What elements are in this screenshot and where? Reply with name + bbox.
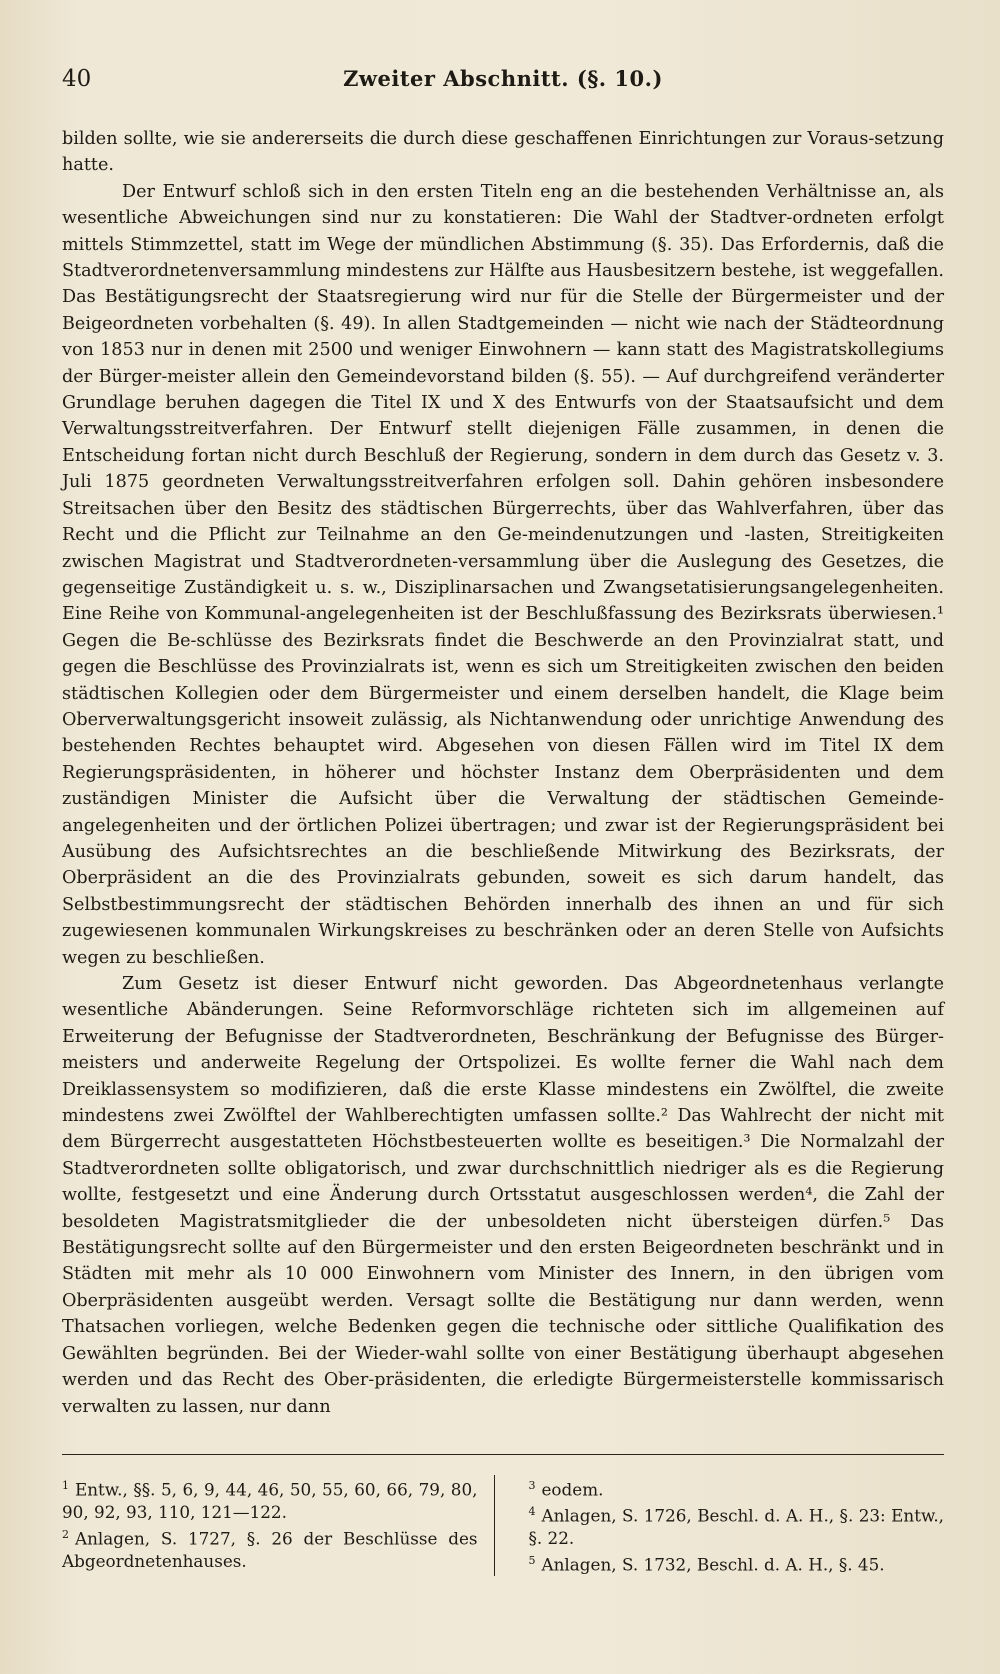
footnote-text: Anlagen, S. 1732, Beschl. d. A. H., §. 45. — [541, 1554, 885, 1575]
footnotes — [62, 1475, 944, 1576]
footnote-text: Anlagen, S. 1726, Beschl. d. A. H., §. 23: Entw., §. 22. — [528, 1505, 944, 1549]
footnote-mark: 1 — [62, 1478, 69, 1492]
footnote-mark: 2 — [62, 1527, 69, 1541]
paragraph-continuation: bilden sollte, wie sie andererseits die durch diese geschaffenen Einrichtungen zur Voraus-setzung hatte. — [62, 129, 944, 176]
footnote-rule — [62, 1454, 944, 1455]
footnote-mark: 5 — [528, 1553, 536, 1567]
footnotes-left-column — [62, 1475, 495, 1576]
footnote-text: Entw., §§. 5, 6, 9, 44, 46, 50, 55, 60, 66, 79, 80, 90, 92, 93, 110, 121—122. — [62, 1479, 478, 1522]
paragraph-draft-description: Der Entwurf schloß sich in den ersten Titeln eng an die bestehenden Verhältnisse an, als wesentliche Abweichungen sind nur zu konstatieren: Die Wahl der Stadtver-ordneten erfolgt mittels Stimmzettel, statt im Wege der mündlichen Abstimmung (§. 35). Das Erfordernis, daß die Stadtverordnetenversammlung mindestens zur Hälfte aus Hausbesitzern bestehe, ist weggefallen. Das Bestätigungsrecht der Staatsregierung wird nur für die Stelle der Bürgermeister und der Beigeordneten vorbehalten (§. 49). In allen Stadtgemeinden — nicht wie nach der Städteordnung von 1853 nur in denen mit 2500 und weniger Einwohnern — kann statt des Magistratskollegiums der Bürger-meister allein den Gemeindevorstand bilden (§. 55). — Auf durchgreifend veränderter Grundlage beruhen dagegen die Titel IX und X des Entwurfs von der Staatsaufsicht und dem Verwaltungsstreitverfahren. Der Entwurf stellt diejenigen Fälle zusammen, in denen die Entscheidung fortan nicht durch Beschluß der Regierung, sondern in dem durch das Gesetz v. 3. Juli 1875 geordneten Verwaltungsstreitverfahren erfolgen soll. Dahin gehören insbesondere Streitsachen über den Besitz des städtischen Bürgerrechts, über das Wahlverfahren, über das Recht und die Pflicht zur Teilnahme an den Ge-meindenutzungen und -lasten, Streitigkeiten zwischen Magistrat und Stadtverordneten-versammlung über die Auslegung des Gesetzes, die gegenseitige Zuständigkeit u. s. w., Disziplinarsachen und Zwangsetatisierungsangelegenheiten. Eine Reihe von Kommunal-angelegenheiten ist der Beschlußfassung des Bezirksrats überwiesen.¹ Gegen die Be-schlüsse des Bezirksrats findet die Beschwerde an den Provinzialrat statt, und gegen die Beschlüsse des Provinzialrats ist, wenn es sich um Streitigkeiten zwischen den beiden städtischen Kollegien oder dem Bürgermeister und einem derselben handelt, die Klage beim Oberverwaltungsgericht insoweit zulässig, als Nichtanwendung oder unrichtige Anwendung des bestehenden Rechtes behauptet wird. Abgesehen von diesen Fällen wird im Titel IX dem Regierungspräsidenten, in höherer und höchster Instanz dem Oberpräsidenten und dem zuständigen Minister die Aufsicht über die Verwaltung der städtischen Gemeinde-angelegenheiten und der örtlichen Polizei übertragen; und zwar ist der Regierungspräsident bei Ausübung des Aufsichtsrechtes an die beschließende Mitwirkung des Bezirksrats, der Oberpräsident an die des Provinzialrats gebunden, soweit es sich darum handelt, das Selbstbestimmungsrecht der städtischen Behörden innerhalb des ihnen an und für sich zugewiesenen kommunalen Wirkungskreises zu beschränken oder an deren Stelle von Aufsichts wegen zu beschließen. — [62, 181, 944, 968]
footnote-text: Anlagen, S. 1727, §. 26 der Beschlüsse des Abgeordnetenhauses. — [62, 1528, 478, 1571]
footnote-5 — [529, 1550, 945, 1576]
footnote-2 — [62, 1524, 478, 1573]
footnote-4 — [529, 1501, 945, 1550]
footnotes-right-column — [495, 1475, 945, 1576]
running-title: Zweiter Abschnitt. (§. 10.) — [343, 66, 663, 91]
footnote-mark: 4 — [528, 1505, 536, 1518]
page-number: 40 — [62, 66, 92, 92]
footnote-text: eodem. — [541, 1479, 604, 1500]
footnote-3 — [529, 1475, 945, 1501]
body-text — [62, 126, 944, 1420]
page-header — [62, 66, 944, 106]
footnote-1 — [62, 1475, 478, 1524]
paragraph-house-amendments: Zum Gesetz ist dieser Entwurf nicht geworden. Das Abgeordnetenhaus verlangte wesentliche Abänderungen. Seine Reformvorschläge richteten sich im allgemeinen auf Erweiterung der Befugnisse der Stadtverordneten, Beschränkung der Befugnisse des Bürger-meisters und anderweite Regelung der Ortspolizei. Es wollte ferner die Wahl nach dem Dreiklassensystem so modifizieren, daß die erste Klasse mindestens ein Zwölftel, die zweite mindestens zwei Zwölftel der Wahlberechtigten umfassen sollte.² Das Wahlrecht der nicht mit dem Bürgerrecht ausgestatteten Höchstbesteuerten wollte es beseitigen.³ Die Normalzahl der Stadtverordneten sollte obligatorisch, und zwar durchschnittlich niedriger als es die Regierung wollte, festgesetzt und eine Änderung durch Ortsstatut ausgeschlossen werden⁴, die Zahl der besoldeten Magistratsmitglieder die der unbesoldeten nicht übersteigen dürfen.⁵ Das Bestätigungsrecht sollte auf den Bürgermeister und den ersten Beigeordneten beschränkt und in Städten mit mehr als 10 000 Einwohnern vom Minister des Innern, in den übrigen vom Oberpräsidenten ausgeübt werden. Versagt sollte die Bestätigung nur dann werden, wenn Thatsachen vorliegen, welche Bedenken gegen die technische oder sittliche Qualifikation des Gewählten begründen. Bei der Wieder-wahl sollte von einer Bestätigung überhaupt abgesehen werden und das Recht des Ober-präsidenten, die erledigte Bürgermeisterstelle kommissarisch verwalten zu lassen, nur dann — [62, 974, 944, 1417]
footnote-mark: 3 — [528, 1478, 536, 1492]
